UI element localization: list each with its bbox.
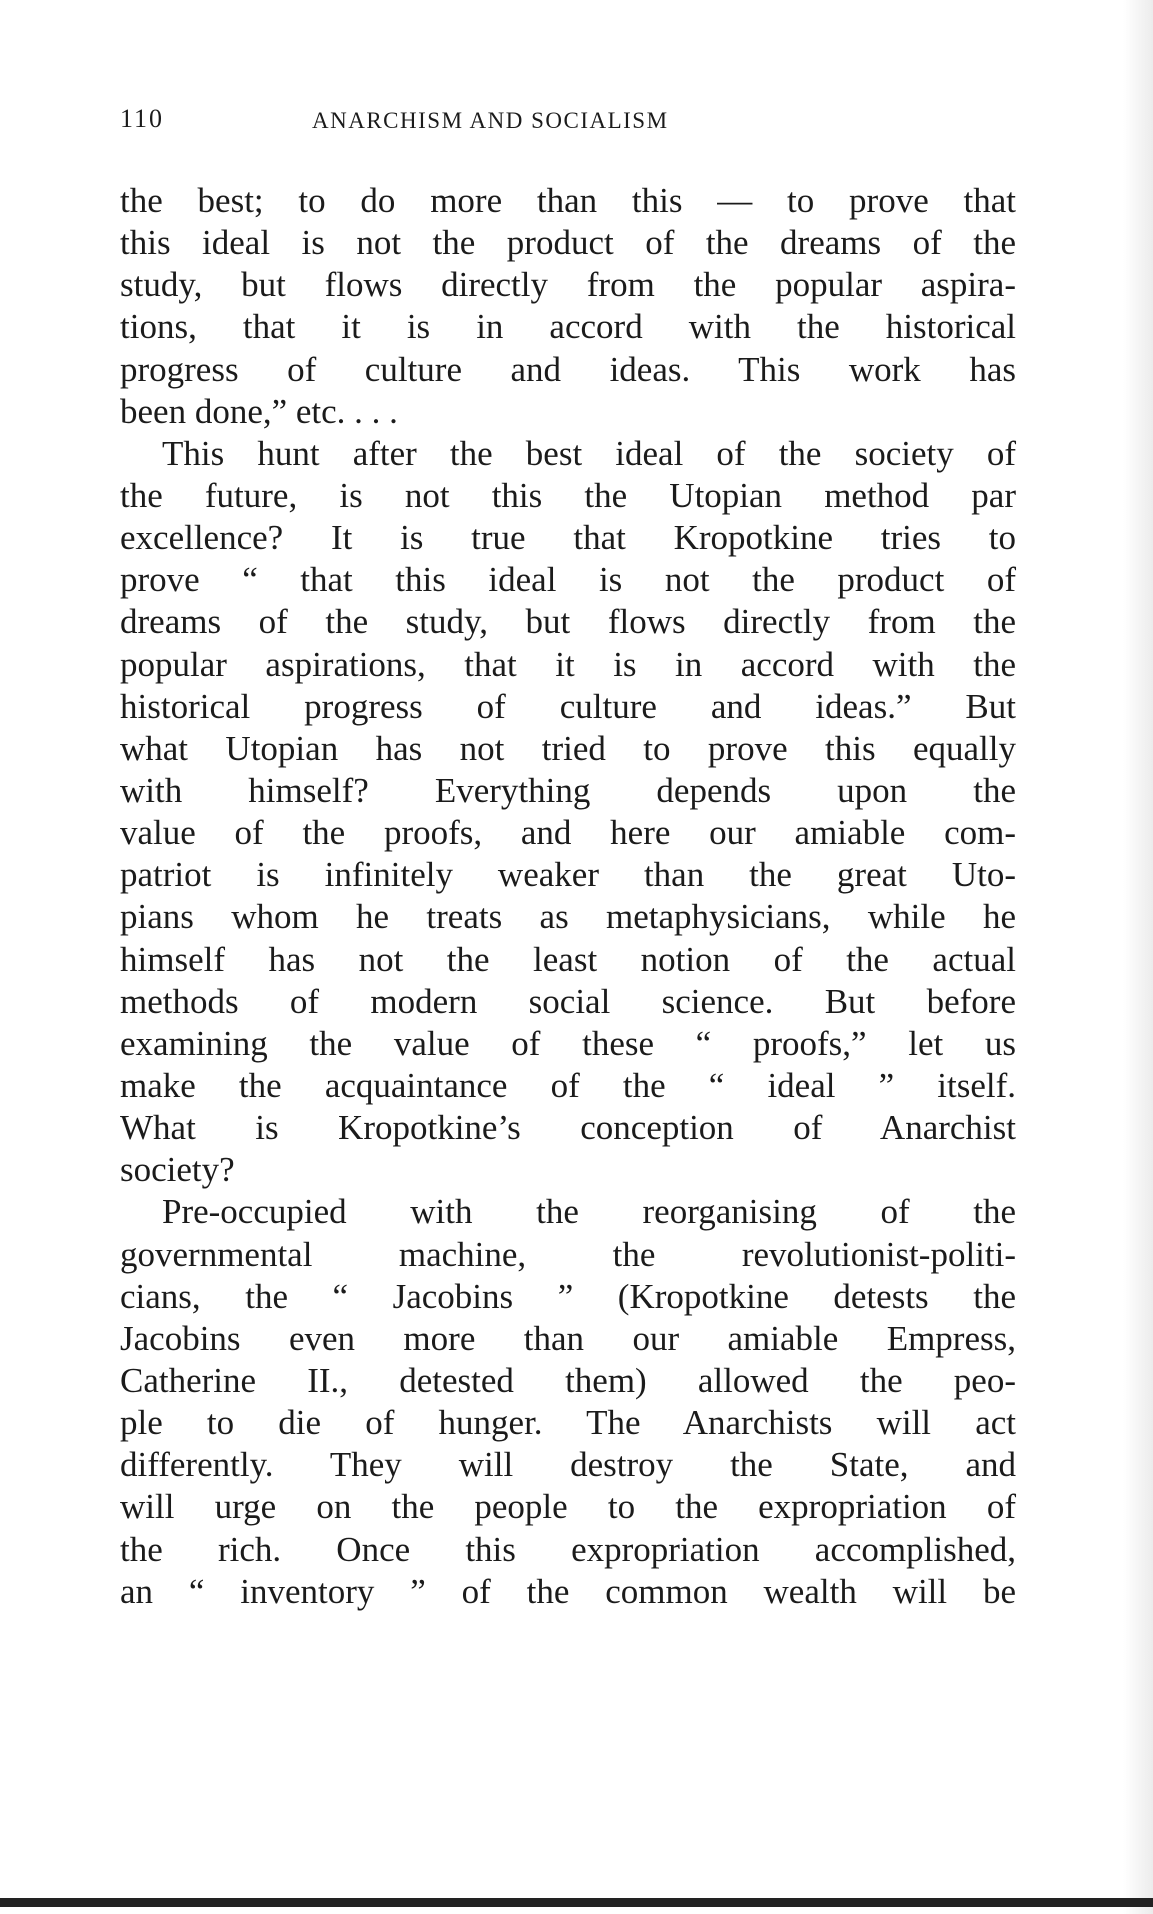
text-line: this ideal is not the product of the dreams of the: [120, 223, 1016, 263]
text-line: patriot is infinitely weaker than the great Uto-: [120, 855, 1016, 895]
text-line: progress of culture and ideas. This work has: [120, 349, 1016, 389]
text-line: an “ inventory ” of the common wealth will be: [120, 1571, 1016, 1611]
text-line: ple to die of hunger. The Anarchists will act: [120, 1403, 1016, 1443]
text-line: cians, the “ Jacobins ” (Kropotkine detests the: [120, 1276, 1016, 1316]
text-line: the best; to do more than this — to prove that: [120, 181, 1016, 220]
text-line: governmental machine, the revolutionist-politi-: [120, 1234, 1016, 1274]
text-line: society?: [120, 1150, 235, 1190]
text-line: examining the value of these “ proofs,” let us: [120, 1023, 1016, 1063]
text-line: popular aspirations, that it is in accord with the: [120, 644, 1016, 684]
text-line: dreams of the study, but flows directly from the: [120, 602, 1016, 642]
text-line: differently. They will destroy the State, and: [120, 1445, 1016, 1485]
text-line: the future, is not this the Utopian method par: [120, 475, 1016, 515]
page-edge-shading: [1123, 0, 1153, 1914]
text-line: the rich. Once this expropriation accomplished,: [120, 1529, 1016, 1569]
text-line: pians whom he treats as metaphysicians, while he: [120, 897, 1016, 937]
text-line: Jacobins even more than our amiable Empress,: [120, 1318, 1016, 1358]
page-header: [120, 100, 840, 140]
text-line: What is Kropotkine’s conception of Anarchist: [120, 1108, 1016, 1148]
text-line: tions, that it is in accord with the historical: [120, 307, 1016, 347]
text-line: prove “ that this ideal is not the product of: [120, 560, 1016, 600]
scan-bottom-edge: [0, 1898, 1153, 1907]
text-line: study, but flows directly from the popular aspira-: [120, 265, 1016, 305]
text-line: value of the proofs, and here our amiable com-: [120, 813, 1016, 853]
running-title: ANARCHISM AND SOCIALISM: [312, 108, 669, 133]
text-line: methods of modern social science. But before: [120, 981, 1016, 1021]
paragraph-start-line: This hunt after the best ideal of the society of: [162, 433, 1016, 473]
page-number: 110: [120, 104, 165, 133]
text-line: been done,” etc. . . .: [120, 391, 398, 431]
body-text: [120, 180, 1016, 1613]
text-line: with himself? Everything depends upon the: [120, 770, 1016, 810]
paragraph-start-line: Pre-occupied with the reorganising of the: [162, 1192, 1016, 1232]
text-line: what Utopian has not tried to prove this equally: [120, 728, 1016, 768]
text-line: make the acquaintance of the “ ideal ” itself.: [120, 1065, 1016, 1105]
text-line: himself has not the least notion of the actual: [120, 939, 1016, 979]
text-line: will urge on the people to the expropriation of: [120, 1487, 1016, 1527]
text-line: historical progress of culture and ideas.” But: [120, 686, 1016, 726]
text-line: excellence? It is true that Kropotkine tries to: [120, 518, 1016, 558]
text-line: Catherine II., detested them) allowed the peo-: [120, 1360, 1016, 1400]
